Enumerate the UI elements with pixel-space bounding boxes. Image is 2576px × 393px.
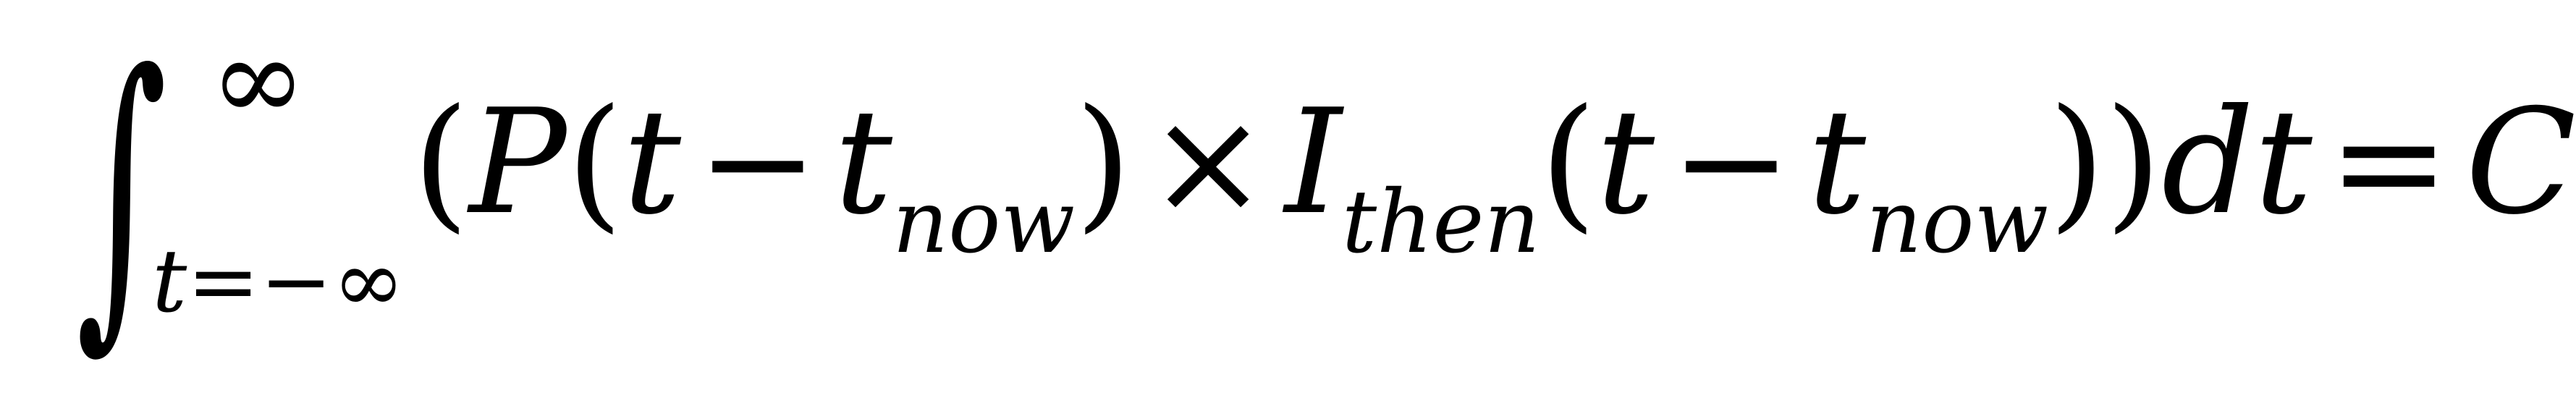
differential-dt: dt	[2161, 78, 2313, 247]
integral-upper-limit: ∞	[210, 12, 307, 147]
paren2-open: (	[1540, 78, 1597, 247]
paren1-close: )	[1075, 78, 1132, 247]
outer-close-paren: )	[2105, 78, 2162, 247]
variable-t-now-2: t	[1807, 78, 1867, 247]
variable-t2: t	[1596, 78, 1655, 247]
integrand-expression	[413, 78, 2576, 273]
times-sign: ×	[1147, 78, 1269, 247]
variable-t1: t	[622, 78, 682, 247]
function-p: P	[469, 78, 567, 247]
subscript-now-2: now	[1866, 172, 2049, 273]
function-i: I	[1284, 78, 1342, 247]
outer-open-paren: (	[413, 78, 470, 247]
constant-c: C	[2465, 78, 2576, 247]
minus-sign-2: −	[1671, 78, 1792, 247]
subscript-then: then	[1341, 172, 1540, 273]
equals-sign: =	[2328, 78, 2450, 247]
paren2-close: )	[2048, 78, 2106, 247]
variable-t-now-1: t	[834, 78, 892, 247]
integral-sign: ∫	[76, 7, 168, 377]
integral-lower-limit: t=−∞	[152, 232, 405, 332]
subscript-now-1: now	[892, 172, 1076, 273]
paren1-open: (	[566, 78, 623, 247]
minus-sign-1: −	[697, 78, 819, 247]
